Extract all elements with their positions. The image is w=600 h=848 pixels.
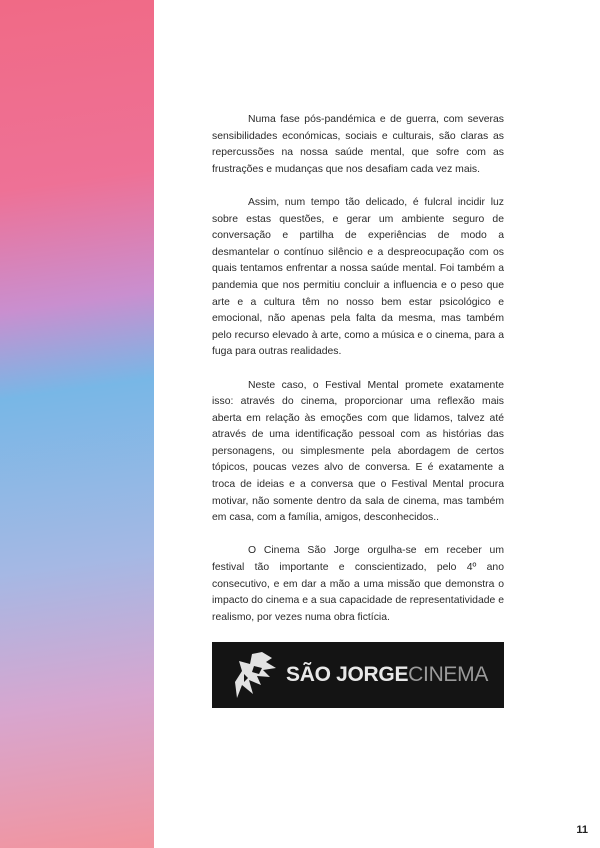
paragraph-festival: Neste caso, o Festival Mental promete exatamente isso: através do cinema, proporcionar uma reflexão mais aberta em relação às emoções com que lidamos, talvez até através de uma identificação pessoal com as histórias das personagens, ou simplesmente pela abordagem de certos tópicos, poucas vezes alvo de conversa. E é exatamente a troca de ideias e a conversa que o Festival Mental procura motivar, não somente dentro da sala de cinema, mas também em casa, com a família, amigos, desconhecidos.. [212,379,504,524]
logo-cinema: CINEMA [408,663,489,686]
sao-jorge-cinema-logo [212,642,504,708]
saint-george-dragon-icon [232,649,278,701]
side-gradient-band [0,0,154,848]
paragraph-intro: Numa fase pós-pandémica e de guerra, com severas sensibilidades económicas, sociais e culturais, são claras as repercussões na nossa saúde mental, que sofre com as frustrações e mudanças que nos desafiam cada vez mais. [212,114,504,175]
page-number: 11 [576,824,588,836]
logo-wordmark [286,663,488,687]
logo-name: SÃO JORGE [286,663,409,686]
paragraph-context: Assim, num tempo tão delicado, é fulcral incidir luz sobre estas questões, e gerar um ambiente seguro de conversação e partilha de experiências de modo a desmantelar o contínuo silêncio e a despreocupação com os quais tentamos enfrentar a nossa saúde mental. Foi também a pandemia que nos permitiu concluir a influencia e o peso que arte e a cultura têm no nosso bem estar psicológico e emocional, não apenas pela falta da mesma, mas também pelo recurso elevado à arte, como a música e o cinema, para a fuga para outras realidades. [212,196,504,358]
body-text [212,112,504,676]
paragraph-cinema: O Cinema São Jorge orgulha-se em receber um festival tão importante e conscientizado, pelo 4º ano consecutivo, e em dar a mão a uma missão que demonstra o impacto do cinema e a sua capacidade de representatividade e realismo, por vezes numa obra fictícia. [212,545,504,623]
